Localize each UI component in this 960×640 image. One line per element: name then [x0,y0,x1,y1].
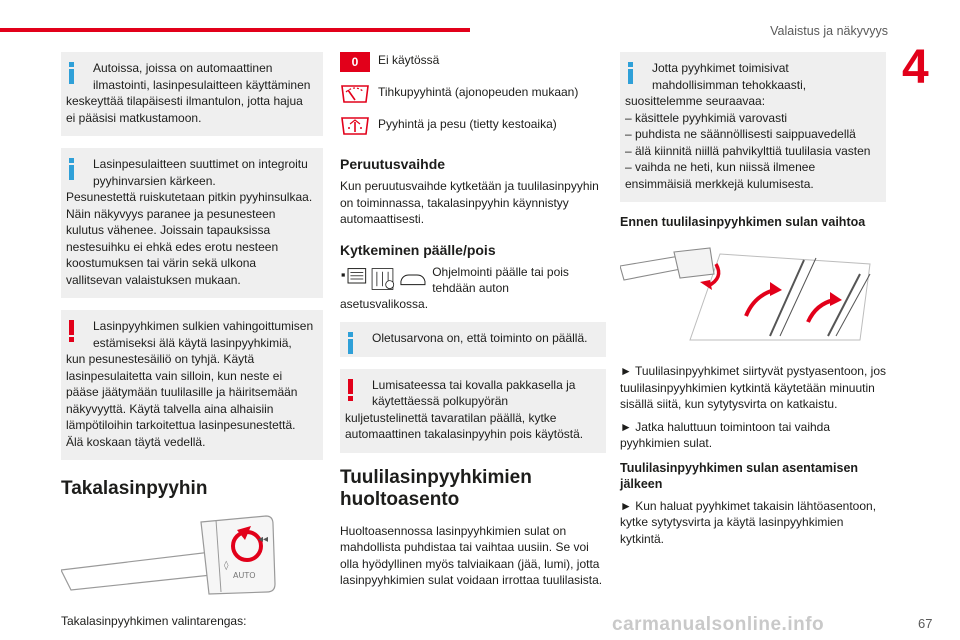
step-lift-wipers: ► Tuulilasinpyyhkimet siirtyvät pystyasentoon, jos tuulilasinpyyhkimien kytkintä käytetään minuutin sisällä siitä, kun sytytysvirta on katkaistu. [620,364,886,411]
svg-text:◂◂: ◂◂ [258,534,269,545]
reverse-gear-text: Kun peruutusvaihde kytketään ja tuulilasinpyyhin on toiminnassa, takalasinpyyhin käynnistyy automaattisesti. [340,179,599,226]
heading-before-replacement: Ennen tuulilasinpyyhkimen sulan vaihtoa [620,215,866,229]
box-text-line: estämiseksi älä käytä lasinpyyhkimiä, [93,335,292,350]
svg-text:◊: ◊ [224,561,229,571]
onoff-text: Ohjelmointi päälle tai pois tehdään auton [432,264,569,295]
header-accent-bar [0,28,470,32]
warning-box-snow-bike-rack [340,369,606,453]
section-title-service-position: Tuulilasinpyyhkimien huoltoasento [340,466,532,510]
mode-intermittent [340,84,606,104]
box-text-line: käytettäessä polkupyörän [372,394,509,408]
rear-wiper-caption: Takalasinpyyhkimen valintarengas: [61,614,247,628]
settings-menu-icons [340,264,428,294]
page-header-title: Valaistus ja näkyvyys [770,24,888,38]
step-return-wipers: ► Kun haluat pyyhkimet takaisin lähtöasentoon, kytke sytytysvirta ja käytä lasinpyyhkimien kytkintä. [620,498,877,546]
box-text-line: Jotta pyyhkimet toimisivat [652,61,789,75]
info-box-default-on [340,322,606,357]
box-text-line: Autoissa, joissa on automaattinen [93,61,273,75]
box-text: keskeyttää tilapäisesti ilmantulon, jotta hajua ei pääsisi matkustamoon. [66,94,303,125]
box-text: – älä kiinnitä niillä pahvikylttiä tuulilasia vasten [625,143,871,158]
info-icon [628,62,633,84]
column-left [61,52,323,636]
box-text-line: Lasinpesulaitteen suuttimet on integroitu [93,157,308,171]
box-text: Pesunestettä ruiskutetaan pitkin pyyhinsulkaa. Näin näkyvyys paranee ja pesunesteen kulutus vähenee. Joissain tapauksissa nestesuihku ei ehkä edes erotu nesteen koostumuksen tai värin sekä ulkona vallitsevan valaistuksen mukaan. [66,190,313,287]
mode-label: Tihkupyyhintä (ajonopeuden mukaan) [378,85,579,99]
box-text: suosittelemme seuraavaa: [625,94,766,108]
onoff-row [340,264,606,296]
info-icon [69,62,74,84]
box-text-line: mahdollisimman tehokkaasti, [652,77,807,92]
info-box-wiper-care [620,52,886,202]
mode-wash [340,116,606,136]
box-text-line: Lumisateessa tai kovalla pakkasella ja [372,377,576,392]
rear-wiper-stalk-illustration [61,512,323,596]
chapter-number: 4 [902,41,929,94]
box-text: – puhdista ne säännöllisesti saippuavedellä [625,127,856,141]
stalk-body [61,552,221,590]
box-text: kun pesunestesäiliö on tyhjä. Käytä lasinpesulaitetta vain silloin, kun neste ei pääse jäätymään tuulilasille ja häiritsemään näkyvyyttä. Käytä talvella aina alhaisiin lämpötiloihin tarkoitettua lasinpesunestettä. Älä koskaan täytä vedellä. [66,352,298,449]
onoff-text-continued: asetusvalikossa. [340,296,429,311]
mode-label: Ei käytössä [378,53,440,67]
column-middle [340,52,606,595]
info-box-washer-nozzles [61,148,323,298]
info-box-air-conditioning [61,52,323,136]
info-icon [69,158,74,180]
heading-after-replacement: Tuulilasinpyyhkimen sulan asentamisen jälkeen [620,460,859,491]
wiper-service-position-illustration [620,244,886,344]
info-icon [348,332,353,354]
step-replace-blades: ► Jatka haluttuun toimintoon tai vaihda pyyhkimien sulat. [620,419,831,450]
wipe-wash-icon [340,116,370,136]
box-text-line: Lasinpyyhkimen sulkien vahingoittumisen [93,319,314,333]
section-title-rear-wiper: Takalasinpyyhin [61,478,208,499]
subhead-on-off: Kytkeminen päälle/pois [340,241,496,258]
subhead-reverse-gear: Peruutusvaihde [340,156,446,172]
off-icon: 0 [340,52,370,72]
column-right [620,52,886,553]
mode-off [340,52,606,72]
service-position-text: Huoltoasennossa lasinpyyhkimien sulat on mahdollista puhdistaa tai vaihtaa uusiin. Se voi olla hyödyllinen myös talviaikaan (jää, lumi), jotta lasinpyyhkimien sulat voidaan irrottaa tuulilasista. [340,523,603,587]
intermittent-wipe-icon [340,84,370,104]
warning-icon [69,320,74,342]
auto-label: AUTO [233,571,256,580]
watermark: carmanualsonline.info [612,614,825,635]
warning-box-empty-reservoir [61,310,323,460]
box-text-line: pyyhinvarsien kärkeen. [93,173,216,188]
box-text: – käsittele pyyhkimiä varovasti [625,110,788,125]
box-text: Oletusarvona on, että toiminto on päällä. [372,331,588,345]
box-text: – vaihda ne heti, kun niissä ilmenee ensimmäisiä merkkejä kulumisesta. [625,160,816,191]
page-number: 67 [918,616,933,631]
mode-label: Pyyhintä ja pesu (tietty kestoaika) [378,117,557,131]
box-text-line: ilmastointi, lasinpesulaitteen käyttäminen [93,77,311,92]
box-text: kuljetustelinettä tavaratilan päällä, kytke automaattinen takalasinpyyhin pois käytöstä. [345,410,584,441]
warning-icon [348,379,353,401]
